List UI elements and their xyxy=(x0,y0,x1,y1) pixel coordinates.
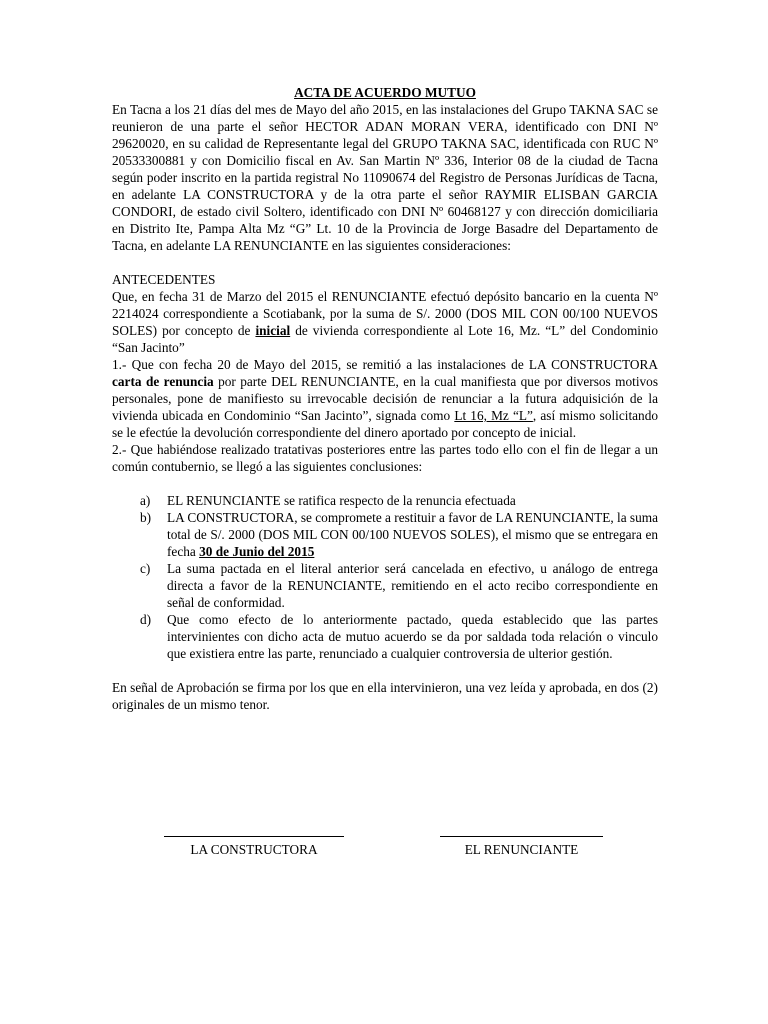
signature-constructora xyxy=(164,836,344,858)
intro-paragraph: En Tacna a los 21 días del mes de Mayo del año 2015, en las instalaciones del Grupo TAKNA SAC se reunieron de una parte el señor HECTOR ADAN MORAN VERA, identificado con DNI Nº 29620020, en su calidad de Representante legal del GRUPO TAKNA SAC, identificada con RUC Nº 20533300881 y con Domicilio fiscal en Av. San Martin Nº 336, Interior 08 de la ciudad de Tacna según poder inscrito en la partida registral No 11090674 del Registro de Personas Jurídicas de Tacna, en adelante LA CONSTRUCTORA y de la otra parte el señor RAYMIR ELISBAN GARCIA CONDORI, de estado civil Soltero, identificado con DNI Nº 60468127 y con dirección domiciliaria en Distrito Ite, Pampa Alta Mz “G” Lt. 10 de la Provincia de Jorge Basadre del Departamento de Tacna, en adelante LA RENUNCIANTE en las siguientes consideraciones: xyxy=(112,102,658,253)
list-marker: a) xyxy=(140,493,151,508)
document-body xyxy=(112,84,658,713)
emphasis-inicial: inicial xyxy=(255,323,291,338)
conclusion-item xyxy=(112,611,658,662)
emphasis-carta: carta de renuncia xyxy=(112,374,214,389)
closing-paragraph: En señal de Aprobación se firma por los que en ella intervinieron, una vez leída y aprobada, en dos (2) originales de un mismo tenor. xyxy=(112,680,658,712)
text-span: de vivienda correspondiente al Lote 16, Mz. “L” del Condominio “San Jacinto” xyxy=(112,323,658,355)
spacer xyxy=(112,662,658,679)
text-span: , así mismo solicitando se le efectúe la devolución correspondiente del dinero aportado por concepto de inicial. xyxy=(112,408,659,440)
conclusions-list xyxy=(112,492,658,662)
spacer xyxy=(112,475,658,492)
conclusion-item xyxy=(112,509,658,560)
list-marker: c) xyxy=(140,561,151,576)
signature-block xyxy=(0,836,768,876)
list-marker: d) xyxy=(140,612,152,627)
conclusion-text: La suma pactada en el literal anterior será cancelada en efectivo, u análogo de entrega directa a favor de la RENUNCIANTE, remitiendo en el acto recibo correspondiente en señal de conformidad. xyxy=(167,561,658,610)
signature-renunciante xyxy=(440,836,603,858)
antecedent-paragraph-3: 2.- Que habiéndose realizado tratativas posteriores entre las partes todo ello con el fin de llegar a un común contubernio, se llegó a las siguientes conclusiones: xyxy=(112,442,658,474)
conclusion-text: EL RENUNCIANTE se ratifica respecto de la renuncia efectuada xyxy=(167,493,516,508)
list-marker: b) xyxy=(140,510,152,525)
signature-label: EL RENUNCIANTE xyxy=(464,842,579,857)
conclusion-text: Que como efecto de lo anteriormente pactado, queda establecido que las partes intervinientes con dicho acta de mutuo acuerdo se da por saldada toda relación o vinculo que existiera entre las parte, renunciado a cualquier controversia de ulterior gestión. xyxy=(167,612,658,661)
text-span: Que, en fecha 31 de Marzo del 2015 el RENUNCIANTE efectuó depósito bancario en la cuenta Nº 2214024 correspondiente a Scotiabank, por la suma de S/. 2000 (DOS MIL CON 00/100 NUEVOS SOLES) por concepto de xyxy=(112,289,658,338)
lot-reference: Lt 16, Mz “L” xyxy=(454,408,533,423)
conclusion-text: LA CONSTRUCTORA, se compromete a restituir a favor de LA RENUNCIANTE, la suma total de S/. 2000 (DOS MIL CON 00/100 NUEVOS SOLES), el mismo que se entregara en fecha xyxy=(167,510,658,559)
antecedent-paragraph-1 xyxy=(112,288,658,356)
payment-date: 30 de Junio del 2015 xyxy=(199,544,315,559)
text-span: 1.- Que con fecha 20 de Mayo del 2015, se remitió a las instalaciones de LA CONSTRUCTORA xyxy=(112,357,658,372)
text-span: por parte DEL RENUNCIANTE, en la cual manifiesta que por diversos motivos personales, pone de manifiesto su irrevocable decisión de renunciar a la futura adquisición de la vivienda ubicada en Condominio “San Jacinto”, signada como xyxy=(112,374,659,423)
conclusion-item xyxy=(112,560,658,611)
document-title: ACTA DE ACUERDO MUTUO xyxy=(294,85,476,100)
antecedentes-heading: ANTECEDENTES xyxy=(112,272,216,287)
signature-label: LA CONSTRUCTORA xyxy=(190,842,318,857)
conclusion-item xyxy=(112,492,658,509)
signature-line xyxy=(164,836,344,837)
spacer xyxy=(112,254,658,271)
antecedent-paragraph-2 xyxy=(112,356,658,441)
signature-line xyxy=(440,836,603,837)
